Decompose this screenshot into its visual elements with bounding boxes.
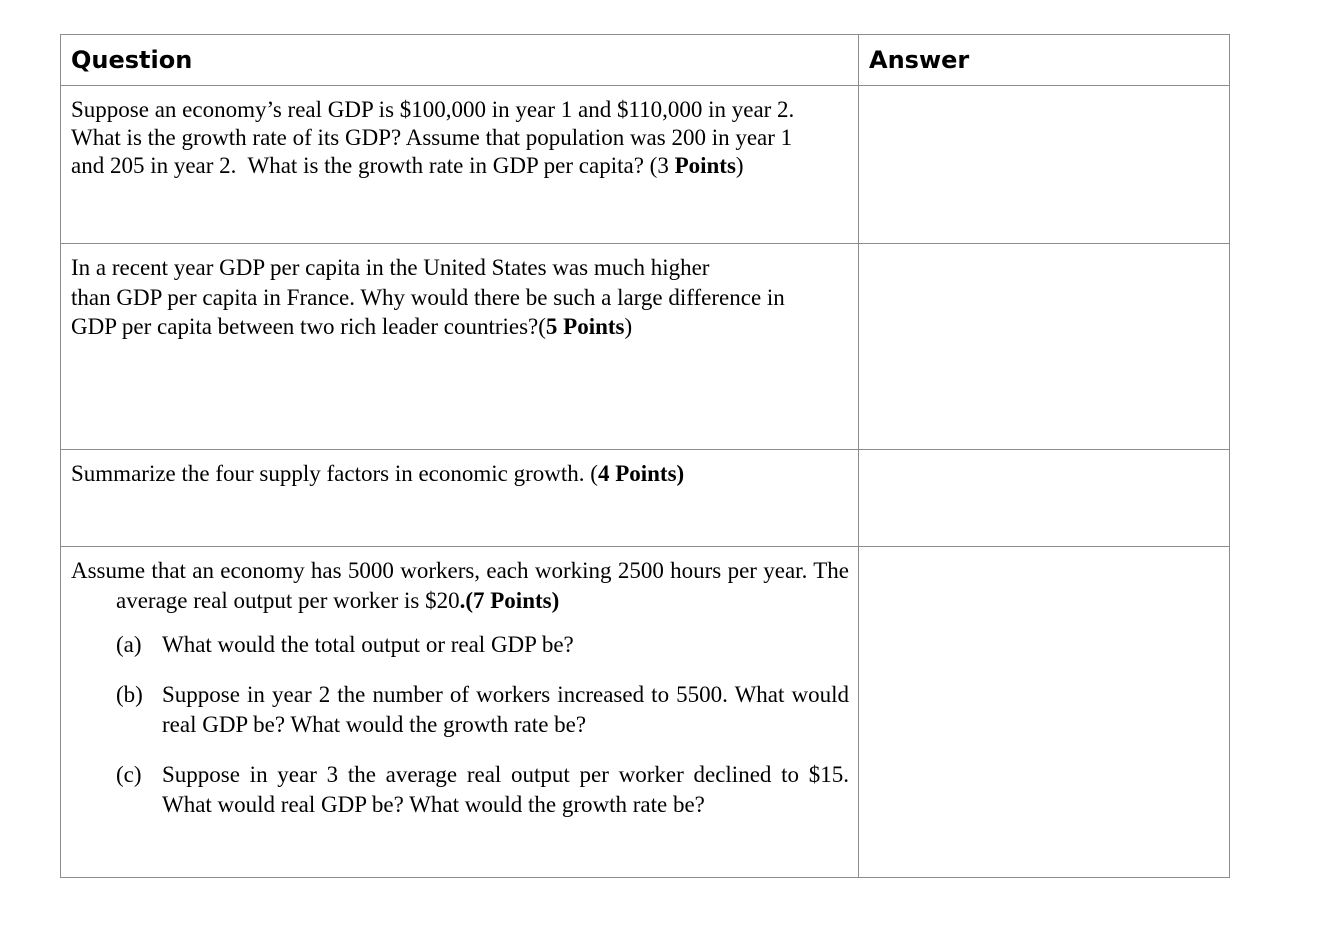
question-header: Question (61, 35, 859, 86)
answer-header: Answer (859, 35, 1230, 86)
answer-cell-1[interactable] (859, 86, 1230, 244)
q1-line-2: What is the growth rate of its GDP? Assume that population was 200 in year 1 (71, 125, 793, 150)
q2-tail: ) (624, 314, 633, 339)
q1-line-3 (71, 152, 849, 180)
q1-points: Points (674, 153, 736, 178)
table-row (61, 547, 1230, 878)
question-answer-table (60, 34, 1230, 878)
question-cell-3 (61, 450, 859, 547)
sub-question-label: (b) (116, 682, 143, 707)
answer-cell-2[interactable] (859, 244, 1230, 450)
sub-question-c (116, 760, 849, 820)
q4-intro (71, 556, 849, 616)
q2-line-2: than GDP per capita in France. Why would there be such a large difference in (71, 284, 785, 310)
answer-cell-3[interactable] (859, 450, 1230, 547)
q2-line-3-text: GDP per capita between two rich leader countries?( (71, 314, 546, 339)
sub-question-label: (c) (116, 762, 142, 787)
q3-points: 4 Points) (597, 461, 685, 486)
q2-line-3 (71, 312, 849, 342)
sub-question-b (116, 680, 849, 740)
sub-question-text: Suppose in year 3 the average real output per worker declined to $15. What would real GDP be? What would the growth rate be? (162, 762, 849, 817)
sub-question-text: Suppose in year 2 the number of workers increased to 5500. What would real GDP be? What would the growth rate be? (162, 682, 849, 737)
sub-question-text: What would the total output or real GDP be? (162, 632, 574, 657)
q3-text-line (71, 460, 849, 488)
q3-text: Summarize the four supply factors in economic growth. ( (71, 461, 598, 486)
answer-cell-4[interactable] (859, 547, 1230, 878)
q1-line-3-text: and 205 in year 2. What is the growth rate in GDP per capita? (3 (71, 153, 675, 178)
answer-text-4 (859, 547, 1229, 556)
answer-text-1 (859, 86, 1229, 96)
question-cell-4 (61, 547, 859, 878)
table-row (61, 244, 1230, 450)
table-row (61, 450, 1230, 547)
q2-line-1: In a recent year GDP per capita in the United States was much higher (71, 255, 710, 280)
answer-text-3 (859, 450, 1229, 460)
sub-question-label: (a) (116, 632, 142, 657)
q4-intro-text: Assume that an economy has 5000 workers, each working 2500 hours per year. The average real output per worker is $20 (71, 558, 849, 613)
sub-question-a (116, 630, 849, 660)
header-row (61, 35, 1230, 86)
q1-tail: ) (735, 153, 744, 178)
q4-points: .(7 Points) (459, 588, 560, 613)
table-row (61, 86, 1230, 244)
answer-text-2 (859, 244, 1229, 253)
q1-line-1: Suppose an economy’s real GDP is $100,000 in year 1 and $110,000 in year 2. (71, 97, 795, 122)
question-cell-2 (61, 244, 859, 450)
question-cell-1 (61, 86, 859, 244)
q2-points: 5 Points (545, 314, 625, 339)
